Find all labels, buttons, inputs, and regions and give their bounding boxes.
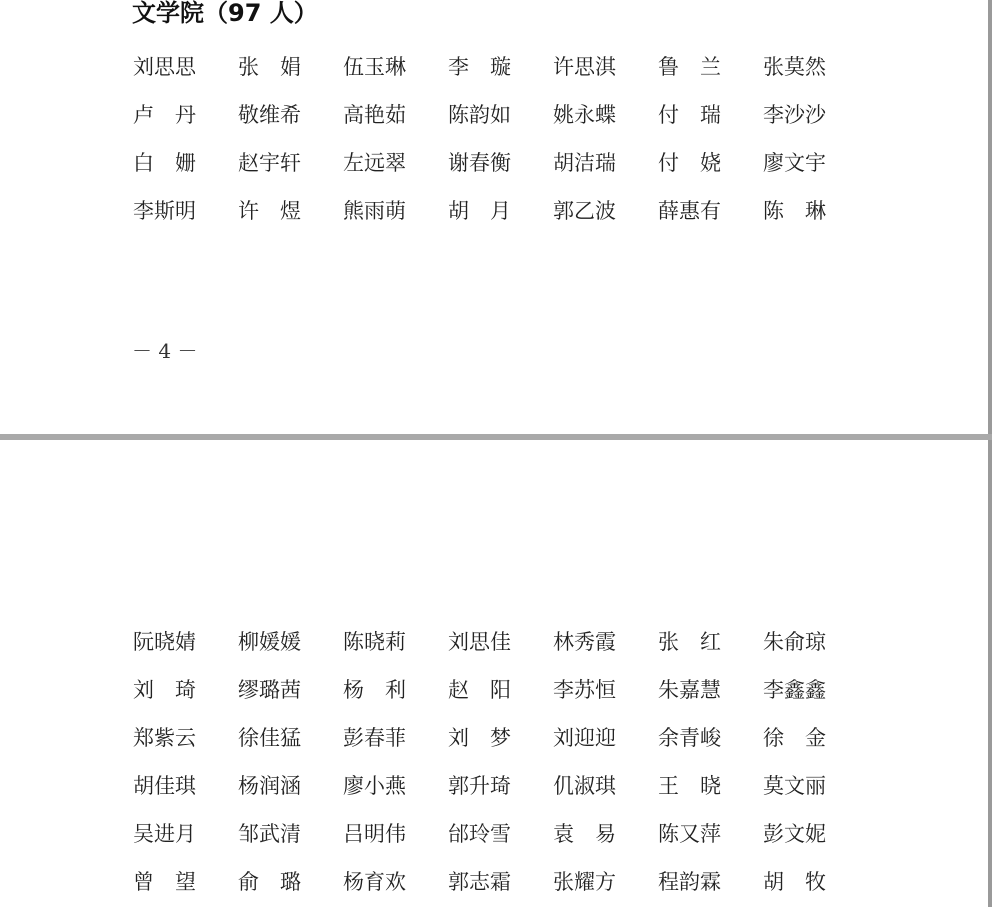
student-name: 许思淇 — [553, 55, 616, 79]
student-name: 余青峻 — [658, 726, 721, 750]
student-name: 阮晓婧 — [133, 630, 196, 654]
student-name: 许 煜 — [238, 199, 301, 223]
student-name: 张莫然 — [763, 55, 826, 79]
student-name: 刘思思 — [133, 55, 196, 79]
student-name: 彭春菲 — [343, 726, 406, 750]
student-name: 郭乙波 — [553, 199, 616, 223]
student-name: 徐 金 — [763, 726, 826, 750]
student-name: 白 姗 — [133, 151, 196, 175]
student-name: 张 红 — [658, 630, 721, 654]
name-row — [133, 819, 863, 867]
student-name: 莫文丽 — [763, 774, 826, 798]
student-name: 吕明伟 — [343, 822, 406, 846]
student-name: 敬维希 — [238, 103, 301, 127]
student-name: 徐佳猛 — [238, 726, 301, 750]
student-name: 曾 望 — [133, 870, 196, 894]
student-name: 杨育欢 — [343, 870, 406, 894]
student-name: 林秀霞 — [553, 630, 616, 654]
student-name: 仉淑琪 — [553, 774, 616, 798]
student-name: 高艳茹 — [343, 103, 406, 127]
student-name: 李苏恒 — [553, 678, 616, 702]
student-name: 张 娟 — [238, 55, 301, 79]
document-page-4 — [0, 0, 992, 434]
student-name: 张耀方 — [553, 870, 616, 894]
page-right-edge — [988, 440, 992, 907]
student-name: 谢春衡 — [448, 151, 511, 175]
student-name: 赵 阳 — [448, 678, 511, 702]
name-list-bottom — [133, 627, 863, 907]
name-row — [133, 100, 863, 148]
document-page-5 — [0, 440, 992, 907]
name-row — [133, 771, 863, 819]
student-name: 陈又萍 — [658, 822, 721, 846]
name-list-top — [133, 52, 863, 244]
student-name: 俞 璐 — [238, 870, 301, 894]
name-row — [133, 196, 863, 244]
student-name: 朱俞琼 — [763, 630, 826, 654]
student-name: 陈 琳 — [763, 199, 826, 223]
student-name: 刘迎迎 — [553, 726, 616, 750]
student-name: 杨润涵 — [238, 774, 301, 798]
student-name: 李鑫鑫 — [763, 678, 826, 702]
student-name: 陈晓莉 — [343, 630, 406, 654]
student-name: 朱嘉慧 — [658, 678, 721, 702]
student-name: 郭升琦 — [448, 774, 511, 798]
student-name: 程韵霖 — [658, 870, 721, 894]
page-number: － 4 － — [132, 339, 198, 363]
student-name: 彭文妮 — [763, 822, 826, 846]
student-name: 李 璇 — [448, 55, 511, 79]
student-name: 薛惠有 — [658, 199, 721, 223]
name-row — [133, 627, 863, 675]
name-row — [133, 723, 863, 771]
student-name: 李斯明 — [133, 199, 196, 223]
student-name: 杨 利 — [343, 678, 406, 702]
student-name: 姚永蝶 — [553, 103, 616, 127]
student-name: 袁 易 — [553, 822, 616, 846]
student-name: 陈韵如 — [448, 103, 511, 127]
name-row — [133, 148, 863, 196]
student-name: 吴进月 — [133, 822, 196, 846]
student-name: 胡 月 — [448, 199, 511, 223]
student-name: 赵宇轩 — [238, 151, 301, 175]
student-name: 刘思佳 — [448, 630, 511, 654]
student-name: 缪璐茜 — [238, 678, 301, 702]
student-name: 刘 梦 — [448, 726, 511, 750]
student-name: 廖小燕 — [343, 774, 406, 798]
student-name: 伍玉琳 — [343, 55, 406, 79]
student-name: 卢 丹 — [133, 103, 196, 127]
name-row — [133, 675, 863, 723]
student-name: 邰玲雪 — [448, 822, 511, 846]
student-name: 廖文宇 — [763, 151, 826, 175]
student-name: 付 瑞 — [658, 103, 721, 127]
student-name: 刘 琦 — [133, 678, 196, 702]
student-name: 李沙沙 — [763, 103, 826, 127]
student-name: 邹武清 — [238, 822, 301, 846]
student-name: 胡 牧 — [763, 870, 826, 894]
student-name: 胡佳琪 — [133, 774, 196, 798]
student-name: 郑紫云 — [133, 726, 196, 750]
student-name: 胡洁瑞 — [553, 151, 616, 175]
page-right-edge — [988, 0, 992, 434]
student-name: 柳媛媛 — [238, 630, 301, 654]
student-name: 熊雨萌 — [343, 199, 406, 223]
name-row — [133, 867, 863, 907]
student-name: 鲁 兰 — [658, 55, 721, 79]
student-name: 王 晓 — [658, 774, 721, 798]
student-name: 左远翠 — [343, 151, 406, 175]
student-name: 付 娆 — [658, 151, 721, 175]
section-heading: 文学院（97 人） — [132, 0, 318, 27]
name-row — [133, 52, 863, 100]
student-name: 郭志霜 — [448, 870, 511, 894]
